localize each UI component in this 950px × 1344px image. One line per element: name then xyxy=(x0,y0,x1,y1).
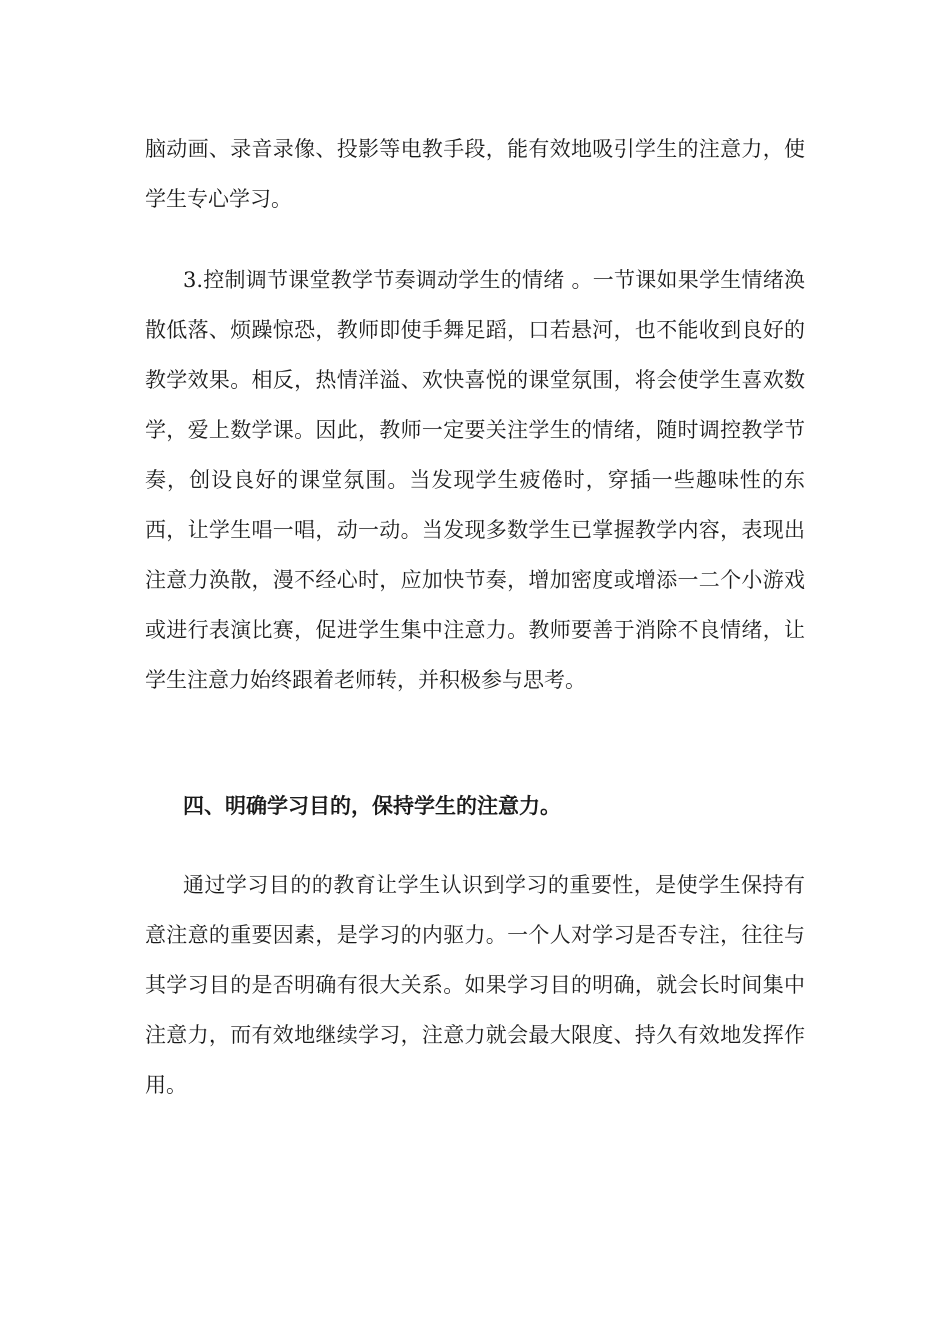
point-3-paragraph: 3.控制调节课堂教学节奏调动学生的情绪 。一节课如果学生情绪涣散低落、烦躁惊恐，教师即使手舞足蹈，口若悬河，也不能收到良好的教学效果。相反，热情洋溢、欢快喜悦的课堂氛围，将会使学生喜欢数学，爱上数学课。因此，教师一定要关注学生的情绪，随时调控教学节奏，创设良好的课堂氛围。当发现学生疲倦时，穿插一些趣味性的东西，让学生唱一唱，动一动。当发现多数学生已掌握教学内容，表现出注意力涣散，漫不经心时，应加快节奏，增加密度或增添一二个小游戏或进行表演比赛，促进学生集中注意力。教师要善于消除不良情绪，让学生注意力始终跟着老师转，并积极参与思考。 xyxy=(145,268,805,692)
continuation-paragraph: 脑动画、录音录像、投影等电教手段，能有效地吸引学生的注意力，使学生专心学习。 xyxy=(145,137,805,211)
section-4-heading: 四、明确学习目的，保持学生的注意力。 xyxy=(183,793,561,818)
section-4-paragraph: 通过学习目的的教育让学生认识到学习的重要性，是使学生保持有意注意的重要因素，是学习的内驱力。一个人对学习是否专注，往往与其学习目的是否明确有很大关系。如果学习目的明确，就会长时间集中注意力，而有效地继续学习，注意力就会最大限度、持久有效地发挥作用。 xyxy=(145,873,805,1097)
